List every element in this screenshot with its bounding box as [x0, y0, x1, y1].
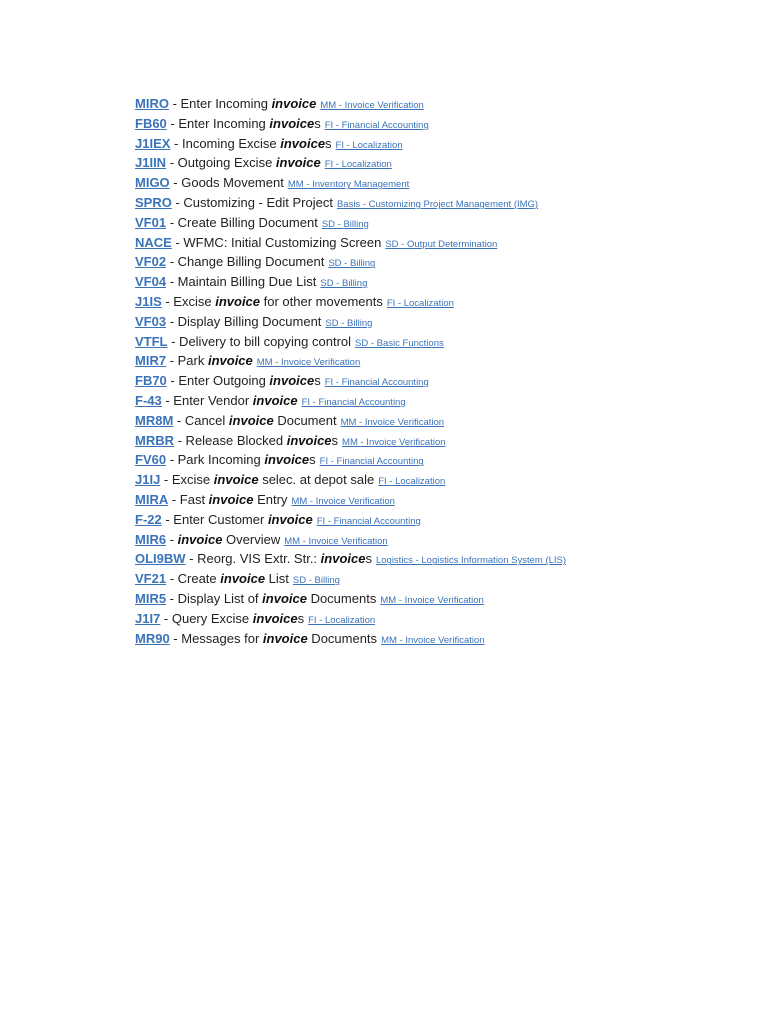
module-link[interactable]: FI - Financial Accounting — [324, 377, 429, 389]
keyword-highlight: invoice — [264, 452, 310, 468]
list-item — [135, 292, 755, 312]
list-item — [135, 94, 755, 114]
module-link[interactable]: MM - Invoice Verification — [342, 436, 446, 448]
description-text: selec. at depot sale — [258, 472, 375, 488]
description-text: - Enter Customer — [161, 511, 268, 527]
module-link[interactable]: MM - Invoice Verification — [284, 535, 388, 547]
list-item — [135, 134, 755, 154]
description-text: s — [325, 135, 332, 151]
description-text: - Park — [166, 353, 208, 369]
list-item — [135, 569, 755, 589]
list-item — [135, 153, 755, 173]
transaction-code-link[interactable]: MIR5 — [135, 590, 167, 606]
description-text: s — [331, 432, 339, 448]
description-text: Documents — [306, 590, 377, 606]
description-text: - Messages for — [169, 630, 263, 646]
description-text: List — [265, 571, 289, 587]
list-item — [135, 411, 755, 431]
list-item — [135, 213, 755, 233]
keyword-highlight: invoice — [269, 373, 315, 389]
transaction-code-link[interactable]: OLI9BW — [135, 551, 186, 567]
keyword-highlight: invoice — [275, 155, 321, 171]
keyword-highlight: invoice — [262, 590, 307, 606]
module-link[interactable]: FI - Localization — [378, 476, 446, 488]
description-text: s — [309, 452, 316, 468]
module-link[interactable]: MM - Invoice Verification — [340, 416, 445, 428]
module-link[interactable]: MM - Invoice Verification — [291, 495, 395, 507]
transaction-code-link[interactable]: J1IEX — [135, 135, 171, 151]
module-link[interactable]: SD - Billing — [328, 258, 376, 270]
keyword-highlight: invoice — [320, 551, 366, 567]
list-item — [135, 589, 755, 609]
transaction-code-link[interactable]: FV60 — [135, 452, 167, 468]
transaction-code-link[interactable]: MIRO — [135, 96, 169, 111]
description-text: Entry — [253, 491, 288, 507]
transaction-code-link[interactable]: MIGO — [135, 175, 170, 191]
description-text: - Fast — [168, 491, 209, 507]
description-text: - Delivery to bill copying control — [167, 333, 352, 349]
keyword-highlight: invoice — [213, 472, 259, 488]
description-text: - Display Billing Document — [166, 313, 322, 329]
keyword-highlight: invoice — [262, 630, 308, 646]
module-link[interactable]: Logistics - Logistics Information System (LIS) — [375, 555, 567, 567]
module-link[interactable]: MM - Invoice Verification — [381, 634, 485, 646]
transaction-code-link[interactable]: F-43 — [135, 392, 162, 408]
description-text: - Incoming Excise — [170, 135, 281, 151]
module-link[interactable]: FI - Localization — [335, 139, 403, 151]
transaction-code-link[interactable]: MRBR — [135, 432, 174, 448]
description-text: s — [297, 610, 305, 626]
description-text: - Goods Movement — [169, 175, 284, 191]
transaction-code-link[interactable]: FB70 — [135, 373, 167, 389]
list-item — [135, 470, 755, 490]
description-text: - Enter Outgoing — [166, 373, 270, 389]
description-text: - Customizing - Edit Project — [171, 194, 333, 210]
module-link[interactable]: FI - Localization — [386, 297, 454, 309]
module-link[interactable]: FI - Financial Accounting — [324, 119, 429, 131]
module-link[interactable]: SD - Basic Functions — [355, 337, 444, 349]
description-text: - Maintain Billing Due List — [166, 274, 317, 290]
list-item — [135, 431, 755, 451]
module-link[interactable]: MM - Inventory Management — [287, 179, 410, 191]
list-item — [135, 351, 755, 371]
description-text: - — [166, 531, 178, 547]
keyword-highlight: invoice — [267, 511, 313, 527]
description-text: - Create — [166, 571, 221, 587]
transaction-list — [135, 94, 755, 648]
description-text: s — [314, 115, 321, 131]
list-item — [135, 530, 755, 550]
description-text: - Release Blocked — [174, 432, 287, 448]
module-link[interactable]: MM - Invoice Verification — [320, 100, 424, 111]
keyword-highlight: invoice — [269, 115, 315, 131]
list-item — [135, 332, 755, 352]
list-item — [135, 549, 755, 569]
module-link[interactable]: MM - Invoice Verification — [256, 357, 361, 369]
transaction-code-link[interactable]: MIR6 — [135, 531, 167, 547]
list-item — [135, 173, 755, 193]
list-item — [135, 114, 755, 134]
list-item — [135, 193, 755, 213]
transaction-code-link[interactable]: SPRO — [135, 194, 172, 210]
module-link[interactable]: MM - Invoice Verification — [380, 594, 484, 606]
description-text: - Display List of — [166, 590, 263, 606]
module-link[interactable]: SD - Billing — [320, 278, 368, 290]
module-link[interactable]: SD - Billing — [292, 575, 340, 587]
module-link[interactable]: FI - Financial Accounting — [316, 515, 421, 527]
description-text: Documents — [307, 630, 378, 646]
transaction-code-link[interactable]: MR8M — [135, 412, 174, 428]
description-text: - Cancel — [173, 412, 229, 428]
description-text: - Reorg. VIS Extr. Str.: — [185, 551, 321, 567]
description-text: - Excise — [161, 293, 216, 309]
module-link[interactable]: FI - Localization — [308, 614, 376, 626]
list-item — [135, 510, 755, 530]
list-item — [135, 391, 755, 411]
keyword-highlight: invoice — [280, 135, 326, 151]
keyword-highlight: invoice — [215, 293, 261, 309]
keyword-highlight: invoice — [220, 571, 266, 587]
module-link[interactable]: Basis - Customizing Project Management (IMG) — [336, 198, 539, 210]
transaction-code-link[interactable]: J1IIN — [135, 155, 167, 171]
module-link[interactable]: FI - Localization — [324, 159, 392, 171]
keyword-highlight: invoice — [252, 610, 298, 626]
transaction-code-link[interactable]: J1IS — [135, 293, 162, 309]
description-text: - Park Incoming — [166, 452, 265, 468]
description-text: Overview — [222, 531, 281, 547]
description-text: s — [314, 373, 321, 389]
transaction-code-link[interactable]: VF02 — [135, 254, 167, 270]
transaction-code-link[interactable]: VF04 — [135, 274, 167, 290]
description-text: - Create Billing Document — [166, 214, 318, 230]
keyword-highlight: invoice — [252, 392, 298, 408]
description-text: - Outgoing Excise — [166, 155, 276, 171]
module-link[interactable]: FI - Financial Accounting — [301, 396, 406, 408]
list-item — [135, 450, 755, 470]
keyword-highlight: invoice — [207, 353, 253, 369]
transaction-code-link[interactable]: VF21 — [135, 571, 167, 587]
description-text: Document — [273, 412, 337, 428]
description-text: - Query Excise — [160, 610, 253, 626]
description-text: for other movements — [260, 293, 383, 309]
list-item — [135, 272, 755, 292]
module-link[interactable]: SD - Output Determination — [385, 238, 498, 250]
list-item — [135, 312, 755, 332]
transaction-code-link[interactable]: J1I7 — [135, 610, 161, 626]
list-item — [135, 490, 755, 510]
description-text: - Enter Incoming — [166, 115, 270, 131]
transaction-code-link[interactable]: NACE — [135, 234, 172, 250]
transaction-code-link[interactable]: MR90 — [135, 630, 170, 646]
transaction-code-link[interactable]: MIR7 — [135, 353, 167, 369]
description-text: - Change Billing Document — [166, 254, 325, 270]
description-text: - Enter Vendor — [161, 392, 253, 408]
list-item — [135, 629, 755, 649]
transaction-code-link[interactable]: VF01 — [135, 214, 167, 230]
keyword-highlight: invoice — [286, 432, 332, 448]
description-text: - Excise — [160, 472, 214, 488]
transaction-code-link[interactable]: FB60 — [135, 115, 167, 131]
list-item — [135, 371, 755, 391]
module-link[interactable]: FI - Financial Accounting — [319, 456, 424, 468]
list-item — [135, 252, 755, 272]
module-link[interactable]: SD - Billing — [321, 218, 369, 230]
transaction-code-link[interactable]: VF03 — [135, 313, 167, 329]
transaction-code-link[interactable]: J1IJ — [135, 472, 161, 488]
keyword-highlight: invoice — [177, 531, 223, 547]
list-item — [135, 609, 755, 629]
keyword-highlight: invoice — [208, 491, 254, 507]
module-link[interactable]: SD - Billing — [325, 317, 373, 329]
transaction-code-link[interactable]: F-22 — [135, 511, 162, 527]
transaction-code-link[interactable]: VTFL — [135, 333, 168, 349]
description-text: - Enter Incoming — [168, 96, 272, 111]
keyword-highlight: invoice — [271, 96, 317, 111]
description-text: - WFMC: Initial Customizing Screen — [171, 234, 382, 250]
list-item — [135, 233, 755, 253]
keyword-highlight: invoice — [228, 412, 274, 428]
description-text: s — [365, 551, 372, 567]
transaction-code-link[interactable]: MIRA — [135, 491, 169, 507]
